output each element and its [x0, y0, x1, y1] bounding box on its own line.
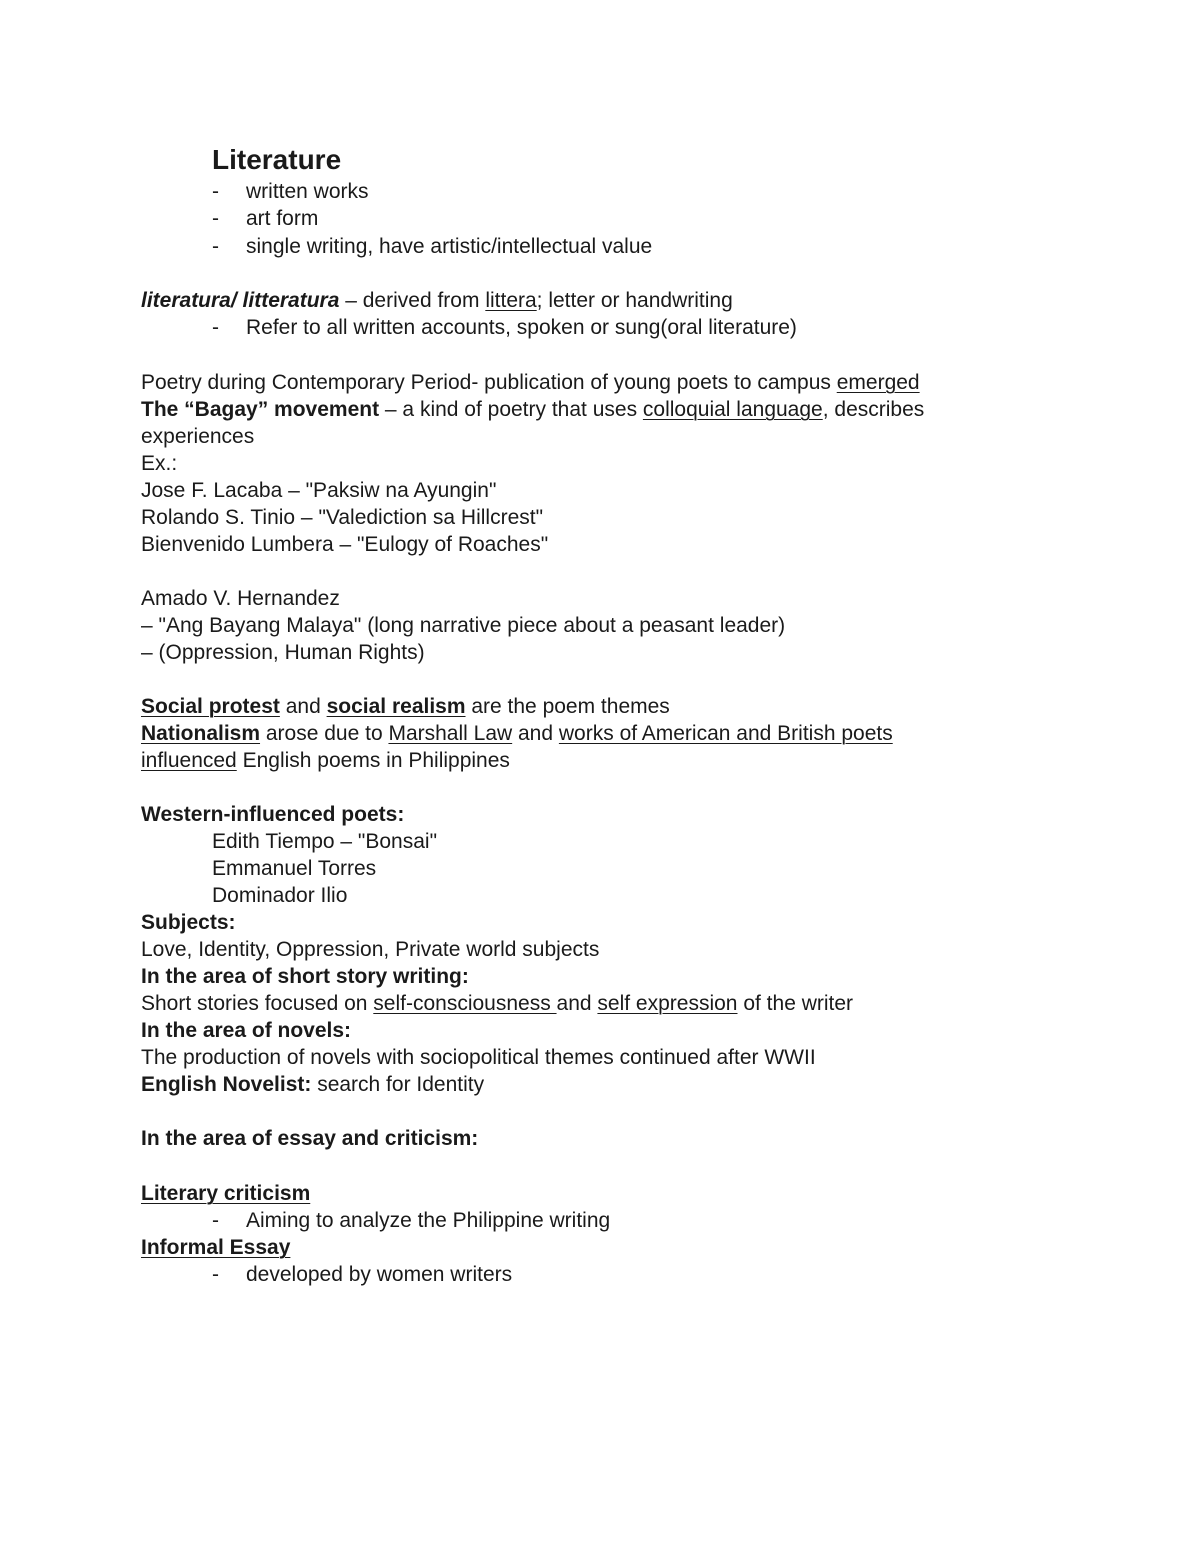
poet-item: Dominador Ilio	[212, 884, 348, 907]
lit-crit-bullet: Aiming to analyze the Philippine writing	[246, 1209, 611, 1232]
poetry-line: Poetry during Contemporary Period- publication of young poets to campus emerged	[141, 371, 920, 394]
section-heading: In the area of essay and criticism:	[141, 1127, 479, 1150]
etymology-term: literatura/ litteratura	[141, 289, 340, 312]
section-heading: Western-influenced poets:	[141, 803, 405, 826]
author-themes: – (Oppression, Human Rights)	[141, 641, 425, 664]
example-item: Jose F. Lacaba – "Paksiw na Ayungin"	[141, 479, 497, 502]
def-bullet-2: art form	[246, 207, 319, 230]
author-name: Amado V. Hernandez	[141, 587, 340, 610]
example-item: Bienvenido Lumbera – "Eulogy of Roaches"	[141, 533, 549, 556]
bullet-dash: -	[212, 316, 219, 339]
poet-item: Edith Tiempo – "Bonsai"	[212, 830, 438, 853]
example-label: Ex.:	[141, 452, 178, 475]
novels-text: The production of novels with sociopolitical themes continued after WWII	[141, 1046, 816, 1069]
bullet-dash: -	[212, 207, 219, 230]
bagay-continuation: experiences	[141, 425, 255, 448]
nationalism-continuation: influenced English poems in Philippines	[141, 749, 510, 772]
subjects-text: Love, Identity, Oppression, Private world subjects	[141, 938, 600, 961]
bullet-dash: -	[212, 1209, 219, 1232]
poet-item: Emmanuel Torres	[212, 857, 377, 880]
nationalism-line: Nationalism arose due to Marshall Law and works of American and British poets	[141, 722, 893, 745]
subsection-heading: Literary criticism	[141, 1182, 311, 1205]
author-work: – "Ang Bayang Malaya" (long narrative piece about a peasant leader)	[141, 614, 786, 637]
section-heading: In the area of short story writing:	[141, 965, 469, 988]
example-item: Rolando S. Tinio – "Valediction sa Hillcrest"	[141, 506, 544, 529]
section-heading: Subjects:	[141, 911, 236, 934]
subsection-heading: Informal Essay	[141, 1236, 291, 1259]
def-bullet-3: single writing, have artistic/intellectual value	[246, 235, 653, 258]
root-word: littera	[485, 289, 537, 312]
bullet-dash: -	[212, 1263, 219, 1286]
short-story-text: Short stories focused on self-consciousness and self expression of the writer	[141, 992, 854, 1015]
page-title: Literature	[212, 144, 342, 175]
etymology-bullet: Refer to all written accounts, spoken or sung(oral literature)	[246, 316, 797, 339]
section-heading: In the area of novels:	[141, 1019, 352, 1042]
etymology-line: literatura/ litteratura – derived from littera; letter or handwriting	[141, 289, 733, 312]
informal-bullet: developed by women writers	[246, 1263, 513, 1286]
novelist-line: English Novelist: search for Identity	[141, 1073, 485, 1096]
bagay-line: The “Bagay” movement – a kind of poetry that uses colloquial language, describes	[141, 398, 925, 421]
bagay-term: The “Bagay” movement	[141, 398, 380, 421]
bullet-dash: -	[212, 180, 219, 203]
def-bullet-1: written works	[246, 180, 369, 203]
themes-line: Social protest and social realism are the poem themes	[141, 695, 670, 718]
bullet-dash: -	[212, 235, 219, 258]
